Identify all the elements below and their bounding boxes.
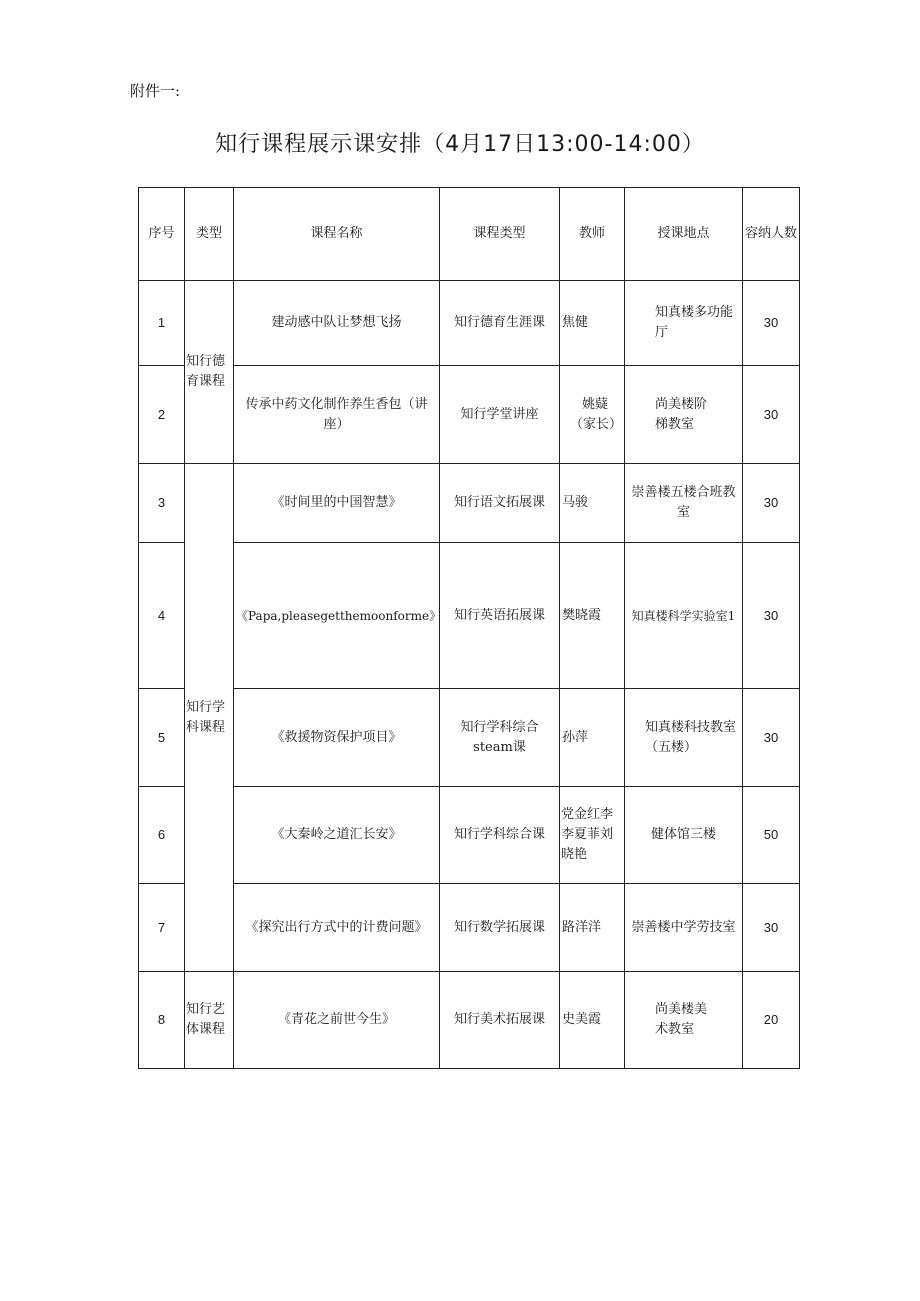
table-row: [139, 281, 800, 366]
course-type: 知行德育生涯课: [440, 281, 560, 366]
course-name: 建动感中队让梦想飞扬: [234, 281, 440, 366]
schedule-table: [138, 187, 800, 1069]
teacher: 孙萍: [560, 689, 625, 787]
header-no: 序号: [139, 188, 185, 281]
course-name: 《救援物资保护项目》: [234, 689, 440, 787]
table-row: [139, 972, 800, 1069]
capacity: 30: [743, 543, 800, 689]
teacher: 史美霞: [560, 972, 625, 1069]
row-no: 5: [139, 689, 185, 787]
table-row: [139, 543, 800, 689]
course-type: 知行英语拓展课: [440, 543, 560, 689]
table-row: [139, 689, 800, 787]
table-row: [139, 366, 800, 464]
header-course-type: 课程类型: [440, 188, 560, 281]
row-no: 7: [139, 884, 185, 972]
table-row: [139, 787, 800, 884]
header-teacher: 教师: [560, 188, 625, 281]
row-no: 3: [139, 464, 185, 543]
header-name: 课程名称: [234, 188, 440, 281]
capacity: 50: [743, 787, 800, 884]
location: 尚美楼美术教室: [625, 972, 743, 1069]
location: 知真楼科技教室（五楼）: [625, 689, 743, 787]
row-no: 2: [139, 366, 185, 464]
course-type: 知行学堂讲座: [440, 366, 560, 464]
capacity: 30: [743, 884, 800, 972]
location: 崇善楼五楼合班教室: [625, 464, 743, 543]
header-capacity: 容纳人数: [743, 188, 800, 281]
course-name: 《Papa,pleasegetthemoonforme》: [234, 543, 440, 689]
row-no: 6: [139, 787, 185, 884]
header-row: [139, 188, 800, 281]
course-name: 《探究出行方式中的计费问题》: [234, 884, 440, 972]
teacher: 党金红李李夏菲刘晓艳: [560, 787, 625, 884]
course-name: 传承中药文化制作养生香包（讲座）: [234, 366, 440, 464]
row-no: 4: [139, 543, 185, 689]
course-type: 知行学科综合steam课: [440, 689, 560, 787]
row-no: 8: [139, 972, 185, 1069]
location: 尚美楼阶梯教室: [625, 366, 743, 464]
capacity: 30: [743, 366, 800, 464]
header-type: 类型: [185, 188, 234, 281]
row-no: 1: [139, 281, 185, 366]
table-row: [139, 884, 800, 972]
course-type: 知行数学拓展课: [440, 884, 560, 972]
course-name: 《大秦岭之道汇长安》: [234, 787, 440, 884]
location: 知真楼科学实验室1: [625, 543, 743, 689]
course-name: 《时间里的中国智慧》: [234, 464, 440, 543]
attachment-label: 附件一:: [130, 82, 181, 100]
capacity: 20: [743, 972, 800, 1069]
course-type: 知行学科综合课: [440, 787, 560, 884]
teacher: 姚薿（家长）: [560, 366, 625, 464]
teacher: 樊晓霞: [560, 543, 625, 689]
capacity: 30: [743, 464, 800, 543]
teacher: 焦健: [560, 281, 625, 366]
teacher: 路洋洋: [560, 884, 625, 972]
page-title: 知行课程展示课安排（4月17日13:00-14:00）: [215, 132, 705, 157]
category-cell: 知行德育课程: [185, 281, 234, 464]
course-name: 《青花之前世今生》: [234, 972, 440, 1069]
location: 健体馆三楼: [625, 787, 743, 884]
table-row: [139, 464, 800, 543]
location: 崇善楼中学劳技室: [625, 884, 743, 972]
teacher: 马骏: [560, 464, 625, 543]
location: 知真楼多功能厅: [625, 281, 743, 366]
category-cell: 知行学科课程: [185, 464, 234, 972]
course-type: 知行语文拓展课: [440, 464, 560, 543]
category-cell: 知行艺体课程: [185, 972, 234, 1069]
capacity: 30: [743, 689, 800, 787]
header-location: 授课地点: [625, 188, 743, 281]
course-type: 知行美术拓展课: [440, 972, 560, 1069]
capacity: 30: [743, 281, 800, 366]
